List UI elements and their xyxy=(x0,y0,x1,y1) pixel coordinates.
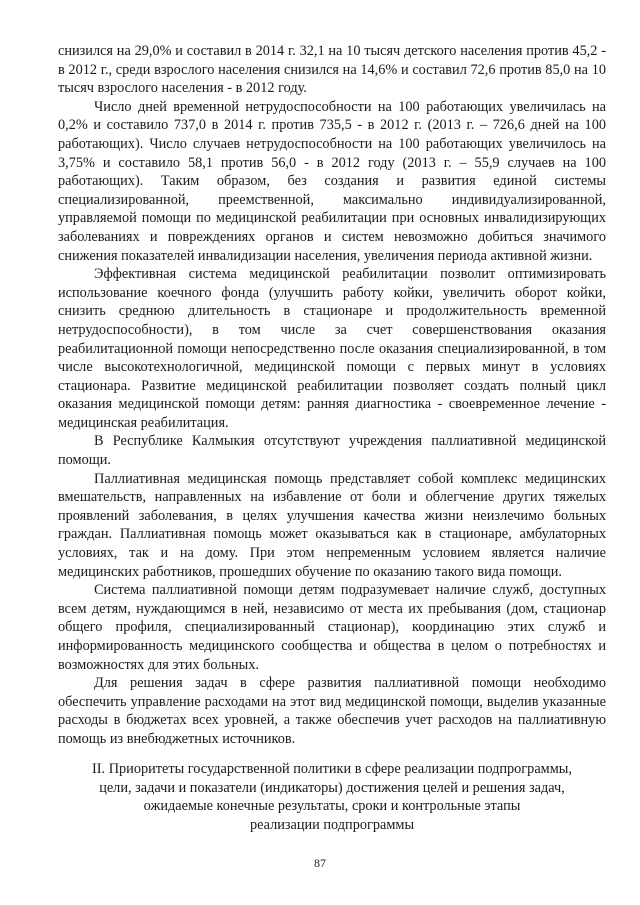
section-heading-line: II. Приоритеты государственной политики в сфере реализации подпрограммы, xyxy=(92,761,572,777)
section-heading-line: реализации подпрограммы xyxy=(249,816,415,833)
page-number: 87 xyxy=(314,856,326,870)
paragraph-kalmykia-palliative: В Республике Калмыкия отсутствуют учреждения паллиативной медицинской помощи. xyxy=(58,433,606,469)
section-heading xyxy=(58,760,606,834)
paragraph-rehabilitation-system: Эффективная система медицинской реабилитации позволит оптимизировать использование коечного фонда (улучшить работу койки, увеличить оборот койки, снизить среднюю длительность в стационаре и продолжительность временной нетрудоспособности), в том числе за счет совершенствования оказания реабилитационной помощи непосредственно после оказания специализированной, в том числе высокотехнологичной, медицинской помощи с первых минут в условиях стационара. Развитие медицинской реабилитации позволяет создать полный цикл оказания медицинской помощи детям: ранняя диагностика - своевременное лечение - медицинская реабилитация. xyxy=(58,266,606,431)
paragraph-palliative-children: Система паллиативной помощи детям подразумевает наличие служб, доступных всем детям, нуждающимся в ней, независимо от места их пребывания (дом, стационар общего профиля, специализированный стационар), координацию этих служб и информированность медицинского сообщества и общества в целом о потребностях и возможностях для этих больных. xyxy=(58,582,606,673)
paragraph-disability-days: Число дней временной нетрудоспособности на 100 работающих увеличилась на 0,2% и составило 737,0 в 2014 г. против 735,5 - в 2012 г. (2013 г. – 726,6 дней на 100 работающих). Число случаев нетрудоспособности на 100 работающих увеличилось на 3,75% и составило 58,1 против 56,0 - в 2012 году (2013 г. – 55,9 случаев на 100 работающих). Таким образом, без создания и развития единой системы специализированной, преемственной, максимально индивидуализированной, управляемой помощи по медицинской реабилитации при основных инвалидизирующих заболеваниях и повреждениях органов и систем невозможно добиться значимого снижения показателей инвалидизации населения, увеличения периода активной жизни. xyxy=(58,98,606,264)
paragraph-palliative-definition: Паллиативная медицинская помощь представляет собой комплекс медицинских вмешательств, направленных на избавление от боли и облегчение других тяжелых проявлений заболевания, в целях улучшения качества жизни неизлечимо больных граждан. Паллиативная помощь может оказываться как в стационаре, амбулаторных условиях, так и на дому. При этом непременным условием является наличие медицинских работников, прошедших обучение по оказанию такого вида помощи. xyxy=(58,470,606,580)
section-heading-line: ожидаемые конечные результаты, сроки и контрольные этапы xyxy=(143,798,521,815)
section-heading-line: цели, задачи и показатели (индикаторы) достижения целей и решения задач, xyxy=(99,779,565,796)
paragraph-palliative-budget: Для решения задач в сфере развития паллиативной помощи необходимо обеспечить управление расходами на этот вид медицинской помощи, выделив указанные расходы в бюджетах всех уровней, а также обеспечив учет расходов на паллиативную помощь из внебюджетных источников. xyxy=(58,675,606,747)
document-body xyxy=(58,42,606,749)
paragraph-continuation: снизился на 29,0% и составил в 2014 г. 32,1 на 10 тысяч детского населения против 45,2 - в 2012 г., среди взрослого населения снизился на 14,6% и составил 72,6 против 85,0 на 10 тысяч взрослого населения - в 2012 году. xyxy=(58,43,606,97)
